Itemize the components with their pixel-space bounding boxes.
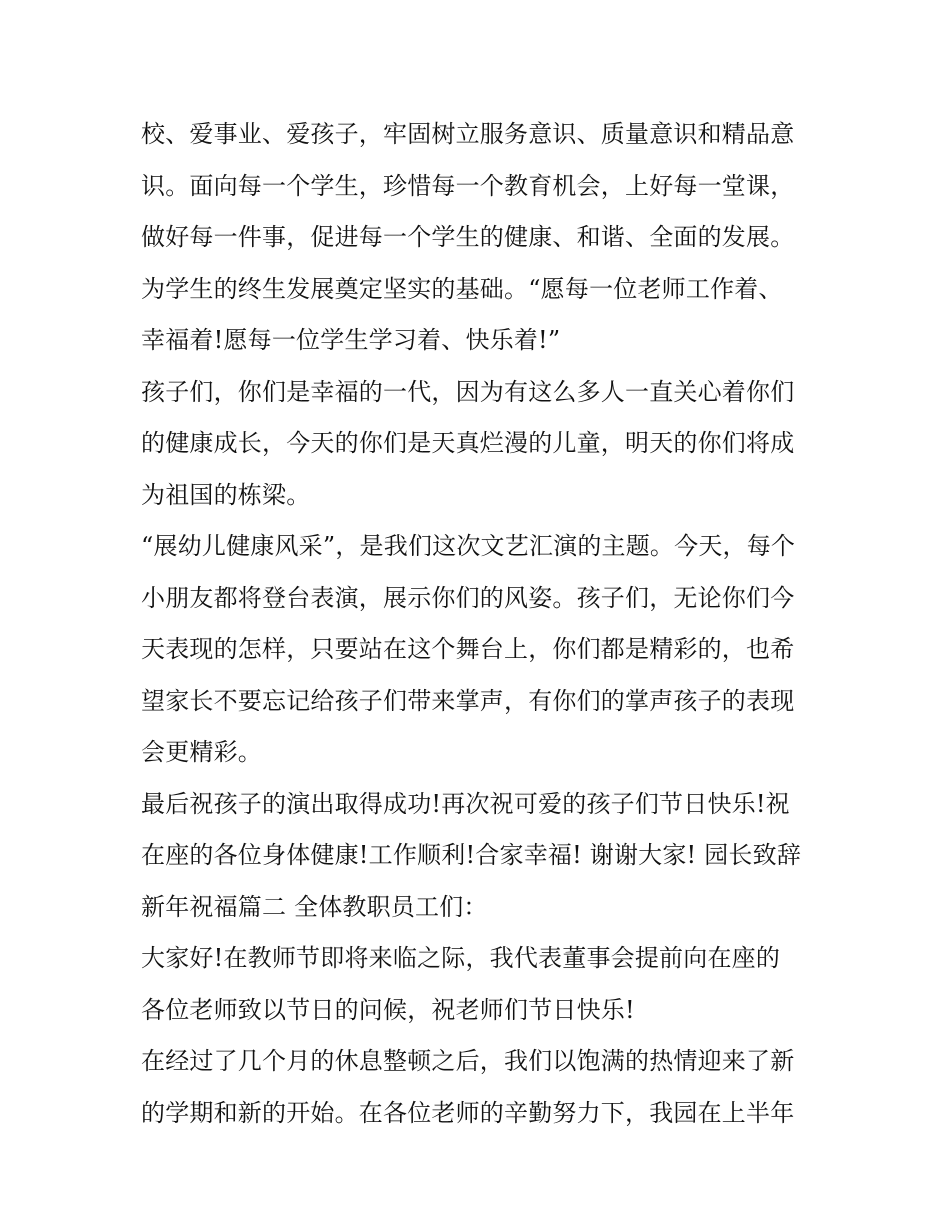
document-body — [141, 109, 821, 1139]
text-line-11: 天表现的怎样，只要站在这个舞台上，你们都是精彩的，也希 — [141, 635, 795, 663]
text-line-19: 在经过了几个月的休息整顿之后，我们以饱满的热情迎来了新 — [141, 1047, 795, 1075]
text-line-6: 孩子们，你们是幸福的一代，因为有这么多人一直关心着你们 — [141, 377, 795, 406]
text-line-7: 的健康成长，今天的你们是天真烂漫的儿童，明天的你们将成 — [141, 429, 795, 457]
text-line-3: 做好每一件事，促进每一个学生的健康、和谐、全面的发展。 — [141, 223, 795, 251]
text-line-2: 识。面向每一个学生，珍惜每一个教育机会，上好每一堂课， — [141, 171, 795, 200]
text-line-14: 最后祝孩子的演出取得成功!再次祝可爱的孩子们节日快乐!祝 — [141, 789, 790, 818]
text-line-1: 校、爱事业、爱孩子，牢固树立服务意识、质量意识和精品意 — [141, 120, 795, 148]
text-line-4: 为学生的终生发展奠定坚实的基础。“愿每一位老师工作着、 — [141, 274, 783, 303]
text-line-16: 新年祝福篇二 全体教职员工们： — [141, 892, 488, 921]
text-line-12: 望家长不要忘记给孩子们带来掌声，有你们的掌声孩子的表现 — [141, 686, 795, 715]
text-line-10: 小朋友都将登台表演，展示你们的风姿。孩子们，无论你们今 — [141, 583, 795, 612]
text-line-18: 各位老师致以节日的问候，祝老师们节日快乐! — [141, 995, 635, 1024]
text-line-13: 会更精彩。 — [141, 738, 262, 766]
text-line-15: 在座的各位身体健康!工作顺利!合家幸福! 谢谢大家! 园长致辞 — [141, 841, 802, 869]
text-line-20: 的学期和新的开始。在各位老师的辛勤努力下，我园在上半年 — [141, 1098, 795, 1127]
text-line-17: 大家好!在教师节即将来临之际，我代表董事会提前向在座的 — [141, 944, 781, 972]
text-line-9: “展幼儿健康风采”，是我们这次文艺汇演的主题。今天，每个 — [141, 532, 796, 560]
text-line-5: 幸福着!愿每一位学生学习着、快乐着!” — [141, 326, 561, 354]
text-line-8: 为祖国的栋梁。 — [141, 480, 311, 509]
